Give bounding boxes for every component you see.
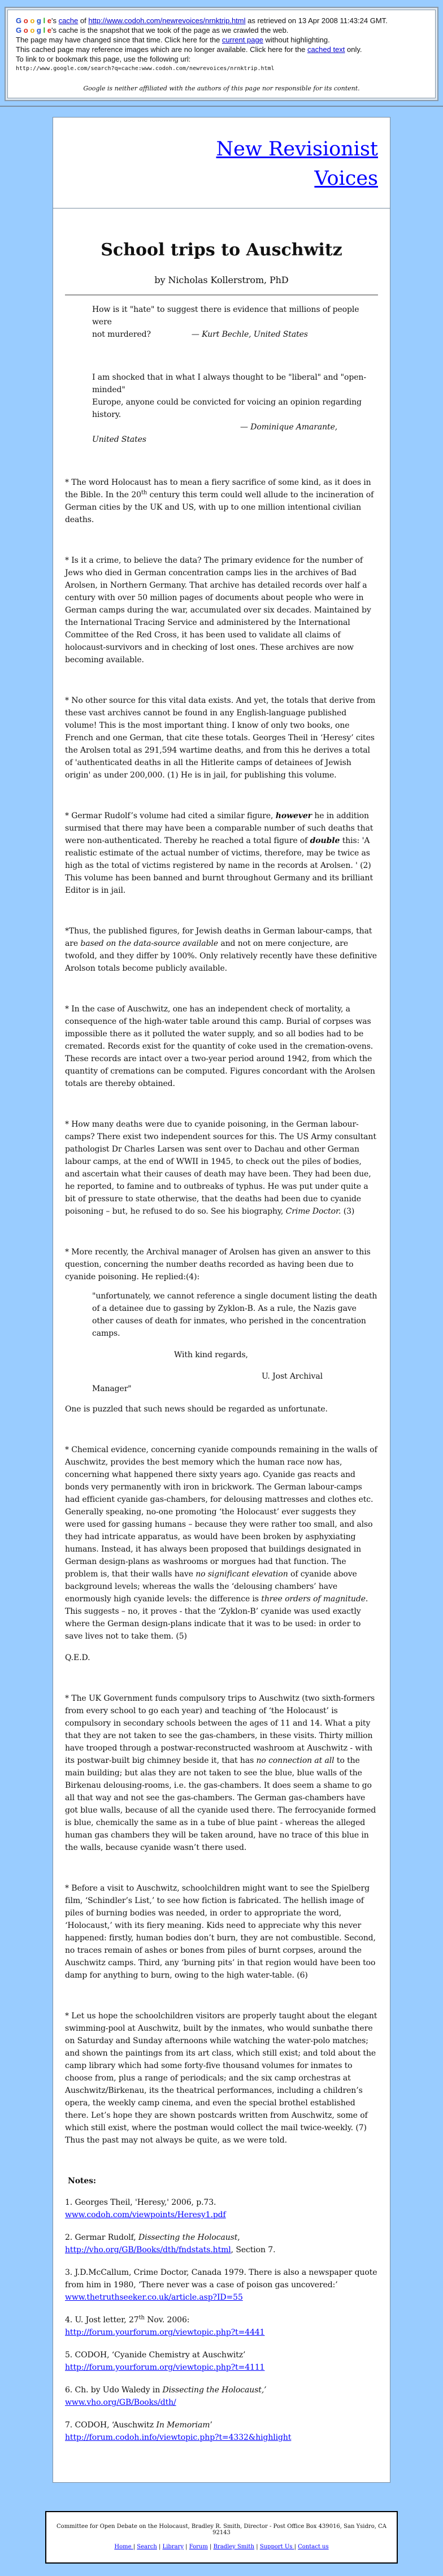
site-title-link[interactable] [216,138,378,190]
text-segment: this: 'A realistic estimate of the actual number of victims, therefore, may be twice as high as the total of victims registered by name in the records at Arolsen. ' (2) This volume has been banned and burnt throughout Germany and its brilliant Editor is in jail. [65,836,373,895]
footnote-link[interactable]: http://forum.yourforum.org/viewtopic.php?t=4441 [65,2328,265,2337]
text-segment: * The UK Government funds compulsory trips to Auschwitz (two sixth-formers from every school to go each year) and teaching of ‘the Holocaust’ is compulsory in secondary schools between the ages of 11 and 14. What a pity that they are not taken to see the gas-chambers, in these visits. Thirty million have trooped through a postwar-reconstructed washroom at Auschwitz - with its postwar-built big chimney beside it, that has [65,1694,375,1765]
article-body [65,1692,378,2147]
paragraph [65,2010,378,2147]
text-segment: century this term could well allude to the incineration of German cities by the UK and US, with up to one million intentional civilian deaths. [65,490,374,524]
article-body [65,1444,378,1643]
text-segment: * How many deaths were due to cyanide poisoning, in the German labour-camps? There exist two independent sources for this. The US Army consultant pathologist Dr Charles Larsen was sent over to Dachau and other German labour camps, at the end of WWII in 1945, to check out the piles of bodies, and ascertain what their causes of death may have been. They had been due, he reported, to famine and to outbreaks of typhus. He was put under quite a bit of pressure to state otherwise, that the deaths had been due to cyanide poisoning – but, he refused to do so. See his biography, [65,1120,376,1216]
text-segment: * In the case of Auschwitz, one has an independent check of mortality, a consequence of the high-water table around this camp. Burial of corpses was impossible there as it polluted the water supply, and so all bodies had to be cremated. Records exist for the quantity of coke used in the cremation-ovens. These records are intact over a two-year period around 1942, from which the quantity of cremations can be computed. Figures concordant with the Arolsen totals are thereby obtained. [65,1005,375,1088]
separator: | [157,2544,163,2550]
text-segment: * Chemical evidence, concerning cyanide compounds remaining in the walls of Auschwitz, provides the best memory which the human race now has, concerning what happened there sixty years ago. Cyanide gas reacts and bonds very permanently with iron in brickwork. The German labour-camps had efficient cyanide gas-chambers, for delousing mattresses and clothes etc. Generally speaking, no-one promoting ‘the Holocaust’ ever suggests they were used for gassing humans – because they were rather too small, and also they had intricate apparatus, as would have been broken by asphyxiating humans. Instead, it has always been proposed that buildings designated in German design-plans as washrooms or morgues had that function. The problem is, that their walls have [65,1445,377,1579]
cached-text-link[interactable]: cached text [307,45,345,54]
text-segment: * Before a visit to Auschwitz, schoolchildren might want to see the Spielberg film, ‘Schindler’s List,’ to see how fiction is fabricated. The hellish image of piles of burning bodies was needed, in order to appropriate the word, ‘Holocaust,’ with its fiery meaning. Kids need to appreciate why this never happened: firstly, human bodies don’t burn, they are not combustible. Second, no traces remain of ashes or bones from piles of burnt corpses, around the Auschwitz camps. Third, any ‘burning pits’ in that region would have been too damp for anything to burn, owing to the high water-table. (6) [65,1884,376,1980]
footer-link-forum[interactable]: Forum [189,2544,208,2550]
footnote-link[interactable]: www.codoh.com/viewpoints/Heresy1.pdf [65,2210,226,2219]
emphasis-text: double [310,836,340,845]
paragraph: * More recently, the Archival manager of Arolsen has given an answer to this question, concerning the number deaths recorded as having been due to cyanide poisoning. He replied:(4): [65,1248,371,1282]
text-segment: (3) [341,1207,355,1216]
google-disclaimer: Google is neither affiliated with the authors of this page nor responsible for its content. [83,85,360,92]
retrieved-date: as retrieved on 13 Apr 2008 11:43:24 GMT. [245,16,388,25]
quote-attribution: — Dominique Amarante, [240,423,338,432]
paragraph [65,554,378,666]
byline: by Nicholas Kollerstrom, PhD [154,275,289,285]
paragraph [65,925,378,975]
text-segment: 3. J.D.McCallum, Crime Doctor, Canada 1979. There is also a newspaper quote from him in 1980, ‘There never was a case of poison gas uncovered:’ [65,2268,377,2290]
notes-list [65,2196,378,2444]
article [53,240,390,2482]
paragraph [65,1444,378,1643]
footer-link-bradley-smith[interactable]: Bradley Smith [213,2544,255,2550]
text: 's [51,16,59,25]
quote-attribution: United States [92,435,146,444]
text-segment: 5. CODOH, ‘Cyanide Chemistry at Auschwitz’ [65,2351,246,2360]
bookmark-url: http://www.google.com/search?q=cache:www.codoh.com/newrevoices/nrnktrip.html [16,66,275,72]
separator: | [133,2544,137,2550]
article-title: School trips to Auschwitz [101,240,342,260]
footer-address: Committee for Open Debate on the Holocaust, Bradley R. Smith, Director - Post Office Box 439016, San Ysidro, CA 92143 [57,2523,386,2536]
letter-quote [92,1290,378,1395]
text-segment: of cyanide above background levels; whereas the walls the ‘delousing chambers’ have enormously high cyanide levels: the difference is [65,1570,357,1604]
paragraph [65,1692,378,1854]
notes-heading: Notes: [68,2177,96,2186]
text-segment: * The word Holocaust has to mean a fiery sacrifice of some kind, as it does in the Bible. In the 20 [65,478,371,499]
article-body [65,476,378,1218]
footnote [65,2196,378,2221]
qed: Q.E.D. [65,1653,90,1662]
quote-text: Europe, anyone could be convicted for voicing an opinion regarding history. [92,398,362,419]
footnote-link[interactable]: www.vho.org/GB/Books/dth/ [65,2398,176,2407]
text-segment: * Germar Rudolf’s volume had cited a similar figure, [65,811,276,820]
letter-signer: Manager" [92,1384,132,1393]
footer-link-home[interactable]: Home [114,2544,133,2550]
text-segment: , Section 7. [231,2245,276,2254]
emphasis-text: Dissecting the Holocaust,’ [162,2386,267,2395]
footer-link-support-us[interactable]: Support Us [259,2544,294,2550]
quote-text: I am shocked that in what I always thought to be "liberal" and "open-minded" [92,373,366,394]
emphasis-text: however [275,811,312,820]
site-footer [45,2511,398,2564]
paragraph [65,476,378,526]
bookmark-instruction: To link to or bookmark this page, use the following url: [16,55,191,63]
footnote [65,2314,378,2339]
text-segment: * Let us hope the schoolchildren visitors are properly taught about the elegant swimming-pool at Auschwitz, built by the inmates, who would sunbathe there on Saturday and Sunday afternoons while watching the water-polo matches; and shown the paintings from its art class, which still exist; and told about the camp library which had some forty-five thousand volumes for inmates to choose from, plus a range of periodicals; and the six camp orchestras at Auschwitz/Birkenau, its the theatrical performances, including a children’s opera, the weekly camp cinema, and even the special brothel established there. Let’s hope they are shown postcards written from Auschwitz, some of which still exist, where the postman would collect the mail twice-weekly. (7) Thus the past may not always be quite, as we were told. [65,2012,377,2145]
current-page-link[interactable]: current page [222,36,263,44]
cache-explanation [16,25,427,35]
emphasis-text: th [141,489,147,496]
text: 's cache is the snapshot that we took of the page as we crawled the web. [51,26,289,34]
google-logo: G o o g l e [16,16,51,25]
footnote [65,2384,378,2409]
letter-regards: With kind regards, [174,1350,248,1359]
quote-text: not murdered? [92,330,151,339]
emphasis-text: th [138,2314,145,2321]
text-segment: . This suggests – no, it proves - that the ‘Zyklon-B’ cyanide was used exactly where the German design-plans indicate that it was to be used: in order to save lives not to take them. (5) [65,1595,368,1641]
page-url-link[interactable]: http://www.codoh.com/newrevoices/nrnktrip.html [88,16,246,25]
quote-text: How is it "hate" to suggest there is evidence that millions of people were [92,305,359,327]
separator: | [207,2544,214,2550]
content-box [53,117,390,2483]
text: The page may have changed since that time. Click here for the [16,36,222,44]
emphasis-text: In Memoriam [156,2421,210,2430]
paragraph: One is puzzled that such news should be regarded as unfortunate. [65,1405,328,1414]
google-cache-banner [5,7,438,101]
text-segment: 1. Georges Theil, 'Heresy,' 2006, p.73. [65,2198,216,2207]
paragraph [65,694,378,781]
paragraph [65,1003,378,1090]
cache-link[interactable]: cache [58,16,79,25]
footnote [65,2266,378,2304]
text-segment: 2. Germar Rudolf, [65,2233,138,2242]
text-segment: 6. Ch. by Udo Waledy in [65,2386,163,2395]
footer-link-contact-us[interactable]: Contact us [298,2544,329,2550]
footnote-link[interactable]: www.thetruthseeker.co.uk/article.asp?ID=55 [65,2293,243,2302]
text: of [78,16,89,25]
footnote-link[interactable]: http://vho.org/GB/Books/dth/fndstats.html [65,2245,231,2254]
site-header [53,118,390,208]
text-segment: , [237,2233,240,2242]
footer-nav [50,2544,393,2550]
site-title-line: Voices [314,167,378,190]
separator: | [254,2544,260,2550]
separator: | [183,2544,189,2550]
paragraph [65,1118,378,1218]
text-segment: *Thus, the published figures, for Jewish deaths in German labour-camps, that are [65,927,372,948]
text-segment: he in addition surmised that there may have been a comparable number of such deaths that were non-authenticated. Thereby he reached a total figure of [65,811,373,845]
text: without highlighting. [263,36,330,44]
site-title-line: New Revisionist [216,138,378,160]
text: This cached page may reference images which are no longer available. Click here for the [16,45,307,54]
paragraph [65,810,378,897]
epigraph-quote [92,371,378,446]
cache-info-line [16,16,427,25]
footer-link-search[interactable]: Search [137,2544,157,2550]
footnote [65,2231,378,2256]
emphasis-text: three orders of magnitude [261,1595,366,1604]
separator: | [294,2544,298,2550]
text-segment: to the main building; but alas they are not taken to see the blue, blue walls of the Birkenau delousing-rooms, i.e. the gas-chambers. It does seem a shame to go all that way and not see the gas-chambers. The German gas-chambers have got blue walls, because of all the cyanide used there. The ferrocyanide formed is blue, chemically the same as in a tube of blue paint - whereas the alleged human gas chambers they will be taken around, have no trace of this blue in the walls, because cyanide wasn’t there used. [65,1756,376,1852]
text-segment: and not on mere conjecture, are twofold, and they differ by 100%. Only relatively recently have these definitive Arolson totals become publicly available. [65,939,377,973]
emphasis-text: no significant elevation [196,1570,288,1579]
footer-link-library[interactable]: Library [162,2544,184,2550]
paragraph [65,1882,378,1982]
letter-signer: U. Jost Archival [262,1372,323,1381]
divider [65,294,378,296]
text-segment: ’ [210,2421,212,2430]
google-logo: G o o g l e [16,26,51,34]
footnote-link[interactable]: http://forum.yourforum.org/viewtopic.php?t=4111 [65,2363,265,2372]
text-segment: 4. U. Jost letter, 27 [65,2316,139,2325]
text-segment: * Is it a crime, to believe the data? The primary evidence for the number of Jews who died in German concentration camps lies in the archives of Bad Arolsen, in Northern Germany. That archive has detailed records over half a century with over 50 million pages of documents about people who were in German camps during the war, accumulated over six decades. Maintained by the International Tracing Service and administered by the International Committee of the Red Cross, it has been used to validate all claims of holocaust-survivors and in checking of lost ones. These archives are now becoming available. [65,556,371,664]
text: only. [345,45,362,54]
text-segment: * No other source for this vital data exists. And yet, the totals that derive from these vast archives cannot be found in any English-language published volume! This is the most important thing. I know of only two books, one French and one German, that cite these totals. Georges Theil in ‘Heresy’ cites the Arolsen total as 291,594 wartime deaths, and from this he derives a total of 'authenticated deaths in all the Hitlerite camps of detainees of Jewish origin' as under 200,000. (1) He is in jail, for publishing this volume. [65,696,376,780]
text-segment: 7. CODOH, ‘Auschwitz [65,2421,157,2430]
emphasis-text: Crime Doctor. [285,1207,341,1216]
footnote-link[interactable]: http://forum.codoh.info/viewtopic.php?t=4332&highlight [65,2433,292,2442]
quote-attribution: — Kurt Bechle, United States [191,330,308,339]
text-segment: Nov. 2006: [144,2316,190,2325]
emphasis-text: Dissecting the Holocaust [138,2233,238,2242]
epigraph-quote [92,303,378,341]
footnote [65,2419,378,2444]
divider [0,106,443,107]
footnote [65,2349,378,2374]
emphasis-text: no connection at all [256,1756,335,1765]
letter-body: "unfortunately, we cannot reference a single document listing the death of a detainee due to gassing by Zyklon-B. As a rule, the Nazis gave other causes of death for inmates, who perished in the concentration camps. [92,1292,377,1338]
emphasis-text: based on the data-source available [80,939,218,948]
